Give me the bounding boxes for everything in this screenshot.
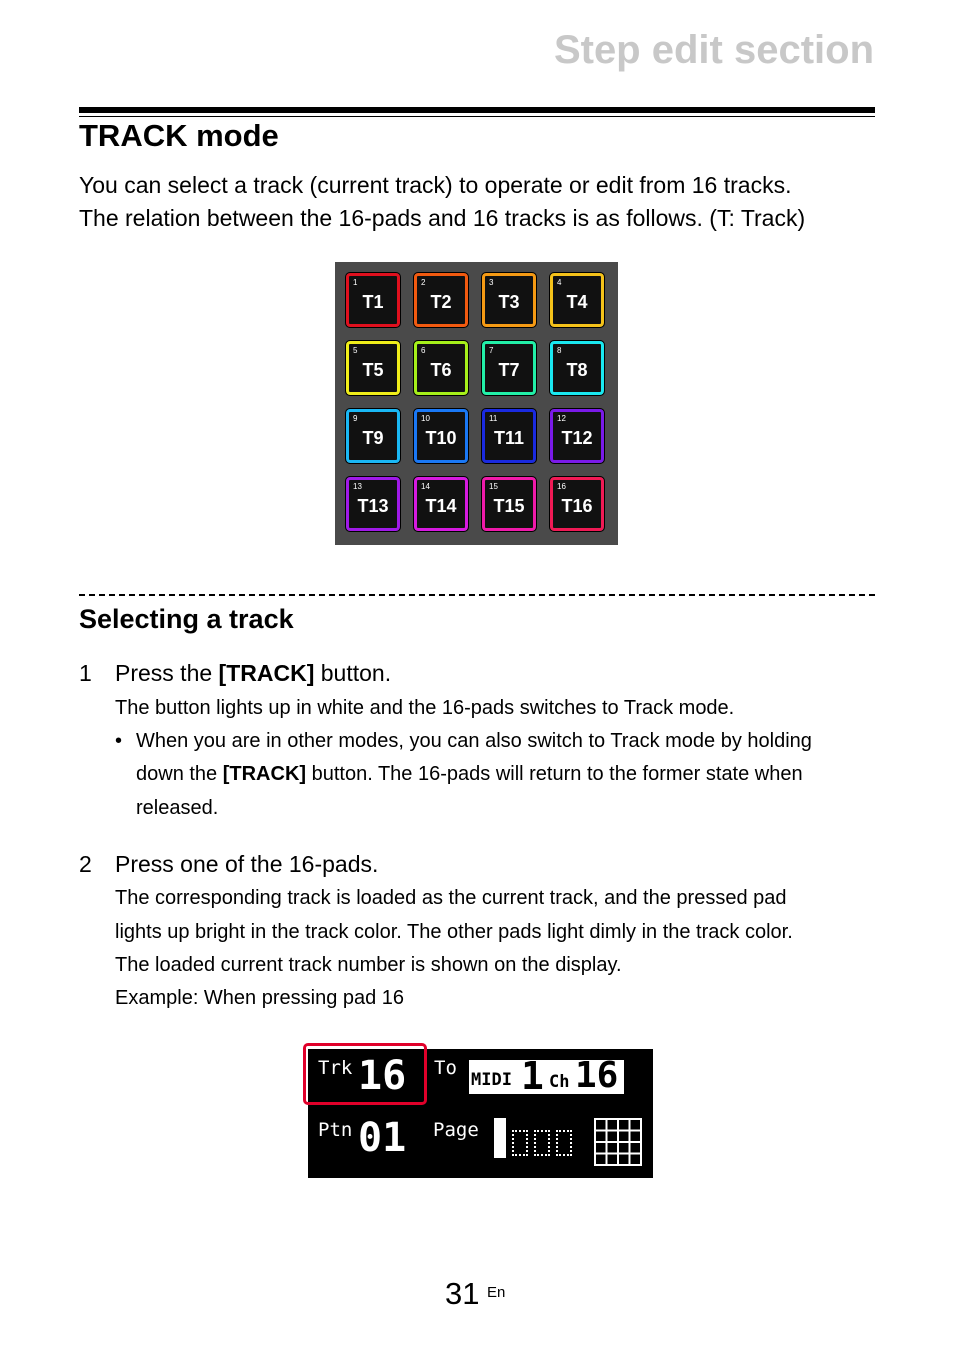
pad-12[interactable] — [550, 409, 604, 463]
pad-track-label: T14 — [425, 496, 457, 516]
pad-track-label: T13 — [357, 496, 389, 516]
track-button-ref-2: [TRACK] — [222, 763, 307, 785]
pad-number: 4 — [557, 278, 562, 287]
lcd-destination-box — [469, 1054, 624, 1098]
pad-track-label: T3 — [498, 292, 520, 312]
pad-14[interactable] — [414, 477, 468, 531]
pad-number: 16 — [557, 482, 566, 491]
lcd-page-label: Page — [433, 1119, 479, 1141]
intro-line-1: You can select a track (current track) to operate or edit from 16 tracks. — [79, 172, 792, 198]
lcd-trk-value: 16 — [358, 1053, 407, 1099]
pad-number: 15 — [489, 482, 498, 491]
pad-number: 6 — [421, 346, 426, 355]
section-divider — [79, 594, 875, 596]
step-2-body-line-4: Example: When pressing pad 16 — [115, 987, 405, 1009]
pad-track-label: T8 — [566, 360, 588, 380]
pad-grid — [335, 262, 618, 545]
heading-track-mode: TRACK mode — [79, 118, 279, 153]
pad-number: 1 — [353, 278, 358, 287]
pad-track-label: T12 — [561, 428, 593, 448]
pad-track-label: T11 — [493, 428, 525, 448]
step-2-body-line-3: The loaded current track number is shown on the display. — [115, 954, 622, 976]
bullet-line-1: When you are in other modes, you can also switch to Track mode by holding — [136, 730, 812, 752]
pad-number: 7 — [489, 346, 494, 355]
pad-5[interactable] — [346, 341, 400, 395]
lcd-midi-value: 1 — [521, 1054, 544, 1098]
pad-4[interactable] — [550, 273, 604, 327]
pad-number: 5 — [353, 346, 358, 355]
pad-number: 2 — [421, 278, 426, 287]
pad-track-label: T1 — [362, 292, 384, 312]
bullet-marker: • — [115, 730, 123, 752]
step-1-body: The button lights up in white and the 16-pads switches to Track mode. — [115, 697, 735, 719]
pad-track-label: T15 — [493, 496, 525, 516]
pad-7[interactable] — [482, 341, 536, 395]
pad-track-label: T9 — [362, 428, 384, 448]
pad-9[interactable] — [346, 409, 400, 463]
header-rule-thin — [79, 116, 875, 117]
pad-10[interactable] — [414, 409, 468, 463]
step-2-number: 2 — [79, 851, 92, 877]
lcd-midi-label: MIDI — [471, 1070, 512, 1090]
bullet-line-2-post: button. The 16-pads will return to the former state when — [306, 763, 803, 785]
page-indicator-icon — [494, 1118, 577, 1158]
lcd-ptn-value: 01 — [358, 1115, 407, 1161]
track-highlight-frame — [303, 1043, 427, 1105]
bullet-line-3: released. — [136, 797, 219, 819]
step-1-text — [115, 660, 391, 687]
pad-number: 11 — [489, 414, 498, 423]
track-button-ref: [TRACK] — [218, 660, 315, 686]
language-code: En — [487, 1284, 506, 1301]
pad-track-label: T16 — [561, 496, 593, 516]
pad-number: 14 — [421, 482, 430, 491]
step-2-body-line-2: lights up bright in the track color. The other pads light dimly in the track color. — [115, 921, 793, 943]
intro-line-2: The relation between the 16-pads and 16 tracks is as follows. (T: Track) — [79, 205, 806, 231]
header-rule — [79, 107, 875, 113]
lcd-ch-label: Ch — [549, 1072, 570, 1092]
pad-track-label: T2 — [430, 292, 452, 312]
pad-number: 10 — [421, 414, 430, 423]
pad-16[interactable] — [550, 477, 604, 531]
lcd-to-label: To — [434, 1057, 457, 1079]
section-title: Step edit section — [553, 28, 874, 72]
pad-3[interactable] — [482, 273, 536, 327]
pad-number: 8 — [557, 346, 562, 355]
pad-number: 13 — [353, 482, 362, 491]
pad-track-label: T5 — [362, 360, 384, 380]
pad-8[interactable] — [550, 341, 604, 395]
pad-track-label: T6 — [430, 360, 452, 380]
step-1-text-pre: Press the — [115, 660, 219, 686]
lcd-ptn-label: Ptn — [318, 1119, 353, 1141]
step-1-text-post: button. — [314, 660, 392, 686]
page-number: 31 — [445, 1276, 480, 1311]
pad-track-label: T10 — [425, 428, 457, 448]
pad-1[interactable] — [346, 273, 400, 327]
pad-11[interactable] — [482, 409, 536, 463]
heading-selecting-track: Selecting a track — [79, 604, 294, 634]
pad-15[interactable] — [482, 477, 536, 531]
pad-number: 3 — [489, 278, 494, 287]
lcd-trk-label: Trk — [318, 1057, 353, 1079]
step-grid-icon — [594, 1118, 642, 1166]
pad-number: 9 — [353, 414, 358, 423]
pad-6[interactable] — [414, 341, 468, 395]
bullet-line-2-pre: down the — [136, 763, 223, 785]
step-1-number: 1 — [79, 660, 92, 686]
bullet-line-2 — [136, 763, 803, 786]
pad-13[interactable] — [346, 477, 400, 531]
lcd-ch-value: 16 — [575, 1055, 619, 1096]
step-2-text: Press one of the 16-pads. — [115, 851, 379, 877]
pad-2[interactable] — [414, 273, 468, 327]
pad-track-label: T4 — [566, 292, 588, 312]
pad-track-label: T7 — [498, 360, 520, 380]
step-2-body-line-1: The corresponding track is loaded as the current track, and the pressed pad — [115, 887, 787, 909]
pad-number: 12 — [557, 414, 566, 423]
